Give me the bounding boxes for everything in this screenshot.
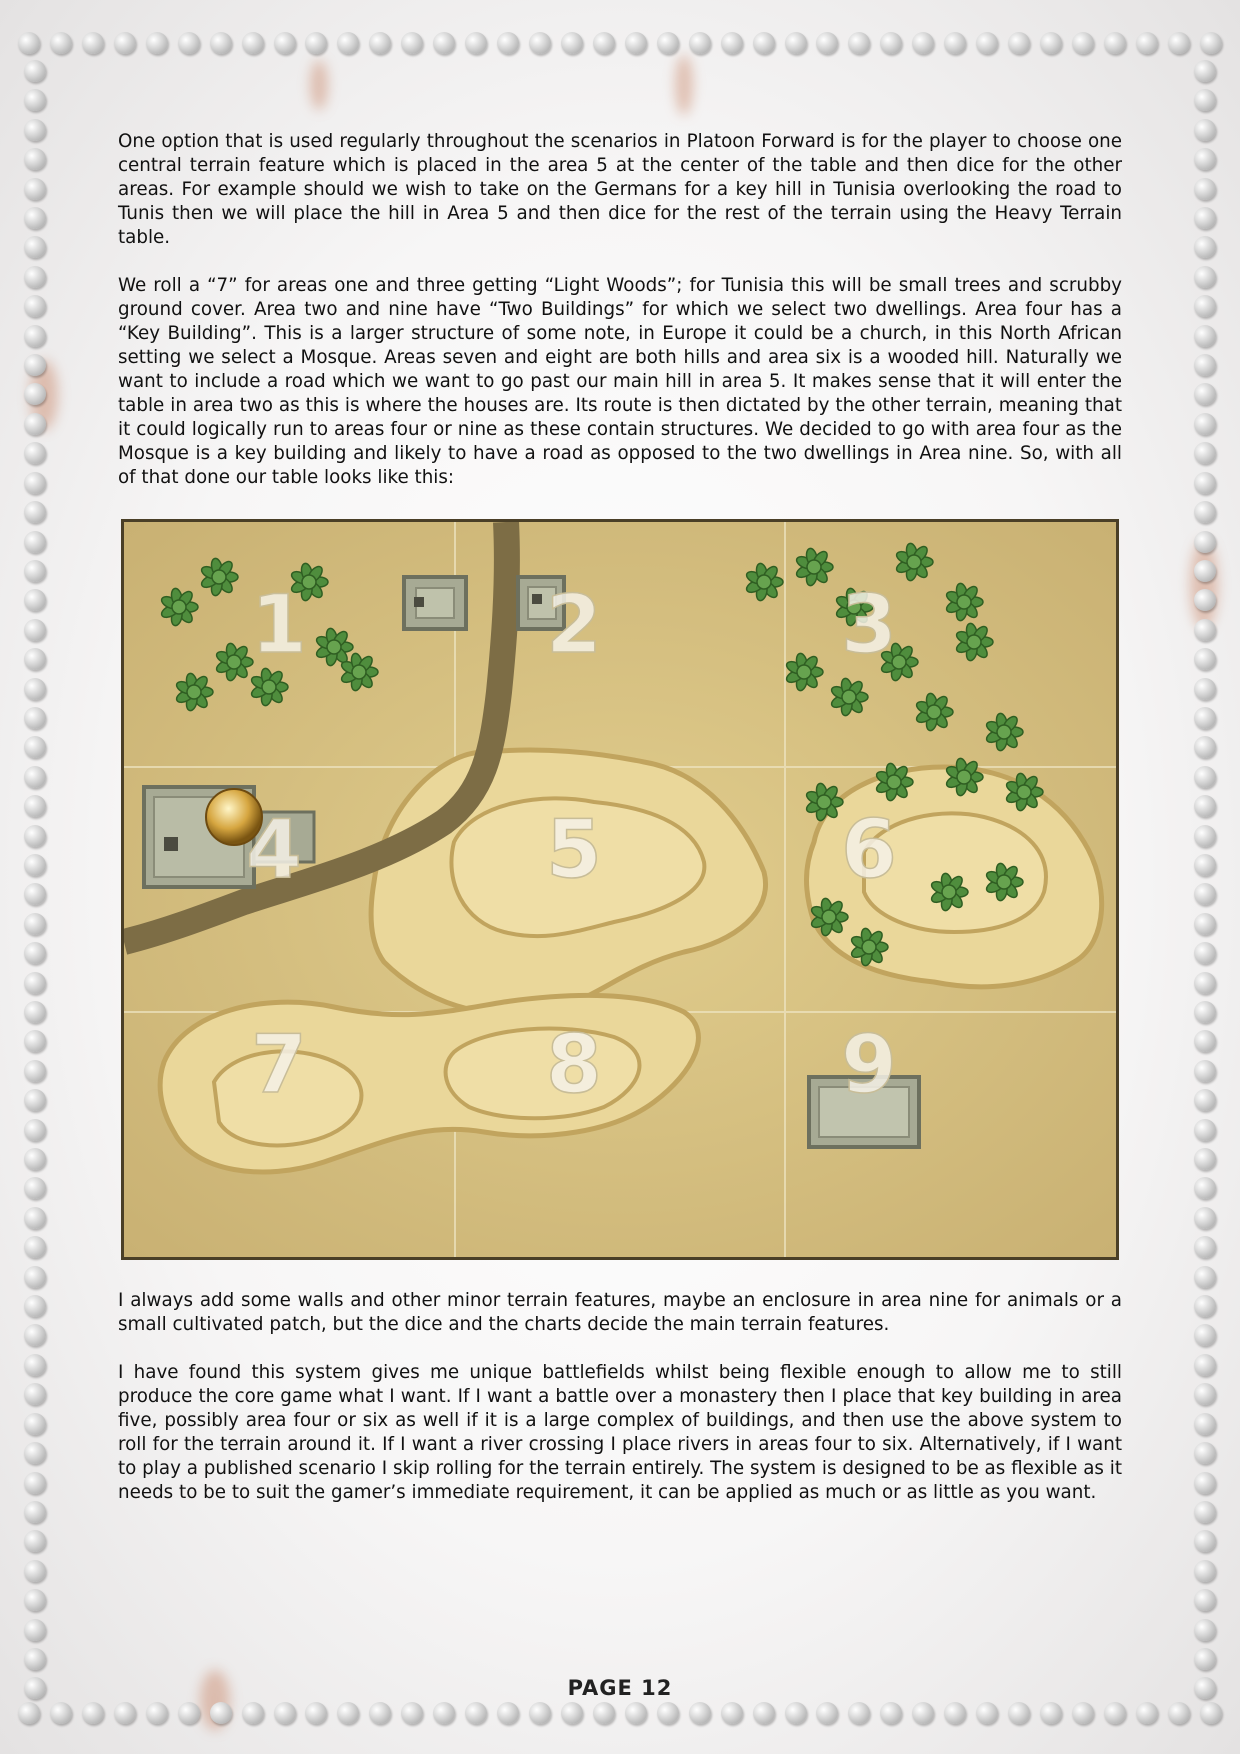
rivet	[337, 32, 359, 54]
rivet	[24, 383, 46, 405]
rivet	[24, 1589, 46, 1611]
paragraph: I always add some walls and other minor terrain features, maybe an enclosure in area nine for animals or a small cultivated patch, but the dice and the charts decide the main terrain features.	[118, 1290, 1122, 1335]
rivet	[1194, 1089, 1216, 1111]
rivet	[24, 883, 46, 905]
rivet	[657, 1702, 679, 1724]
rivet	[146, 32, 168, 54]
rivet	[497, 1702, 519, 1724]
rivet	[210, 32, 232, 54]
rivet	[625, 1702, 647, 1724]
rivet	[657, 32, 679, 54]
rivet	[1194, 972, 1216, 994]
rivet	[24, 913, 46, 935]
rivet	[24, 589, 46, 611]
rivet	[24, 1236, 46, 1258]
rivet	[1194, 1501, 1216, 1523]
rivet	[1104, 1702, 1126, 1724]
rivet	[1194, 442, 1216, 464]
rivet	[689, 1702, 711, 1724]
rivet	[721, 32, 743, 54]
rivet	[1194, 795, 1216, 817]
rivet	[1194, 1530, 1216, 1552]
rivet	[1194, 913, 1216, 935]
paragraph: I have found this system gives me unique battlefields whilst being flexible enough to allow me to still produce the core game what I want. If I want a battle over a monastery then I place that key building in area five, possibly area four or six as well if it is a large complex of buildings, and then use the above system to roll for the terrain around it. If I want a river crossing I place rivers in areas four to six. Alternatively, if I want to play a published scenario I skip rolling for the terrain entirely. The system is designed to be as flexible as it needs to be to suit the gamer’s immediate requirement, it can be applied as much or as little as you want.	[118, 1362, 1122, 1503]
rivet	[24, 1354, 46, 1376]
rivet	[1194, 1207, 1216, 1229]
rivet	[1008, 1702, 1030, 1724]
closing-text	[118, 1289, 1122, 1529]
rivet	[1168, 1702, 1190, 1724]
rivet	[848, 32, 870, 54]
rivet	[1072, 32, 1094, 54]
rivet	[1194, 1060, 1216, 1082]
rivet	[1136, 1702, 1158, 1724]
area-label: 4	[246, 803, 302, 896]
rivet	[24, 178, 46, 200]
rivet	[1194, 1354, 1216, 1376]
rivet	[24, 413, 46, 435]
rivet	[848, 1702, 870, 1724]
rivet	[24, 207, 46, 229]
rivet	[944, 32, 966, 54]
rivet	[944, 1702, 966, 1724]
rivet	[1194, 1589, 1216, 1611]
rust-stain	[310, 60, 328, 110]
area-label: 3	[841, 578, 897, 671]
rivet	[1194, 1295, 1216, 1317]
rivet	[1194, 1442, 1216, 1464]
rivet	[24, 1266, 46, 1288]
rivet	[880, 1702, 902, 1724]
rivet	[1194, 883, 1216, 905]
rivet	[50, 1702, 72, 1724]
rivet	[497, 32, 519, 54]
rivet	[561, 32, 583, 54]
rivet	[1194, 1383, 1216, 1405]
rivet	[912, 32, 934, 54]
rivet-border-left	[18, 60, 52, 1700]
rivet	[24, 1530, 46, 1552]
rivet	[401, 32, 423, 54]
rivet	[24, 1560, 46, 1582]
rivet	[24, 736, 46, 758]
rivet	[1194, 472, 1216, 494]
rivet	[1194, 1001, 1216, 1023]
rivet	[24, 707, 46, 729]
rivet	[114, 1702, 136, 1724]
rivet	[24, 236, 46, 258]
rivet	[369, 1702, 391, 1724]
rivet	[1104, 32, 1126, 54]
rivet	[1194, 148, 1216, 170]
rivet	[18, 1702, 40, 1724]
rivet	[593, 1702, 615, 1724]
rivet-border-right	[1188, 60, 1222, 1700]
rivet	[1194, 1324, 1216, 1346]
rivet	[593, 32, 615, 54]
rivet	[561, 1702, 583, 1724]
rivet	[1040, 1702, 1062, 1724]
rivet	[242, 1702, 264, 1724]
rivet	[465, 1702, 487, 1724]
rivet	[785, 32, 807, 54]
rivet	[24, 972, 46, 994]
rivet	[401, 1702, 423, 1724]
rivet	[24, 119, 46, 141]
rivet	[976, 32, 998, 54]
rivet	[50, 32, 72, 54]
rivet	[24, 1619, 46, 1641]
rivet	[1194, 178, 1216, 200]
rivet	[369, 32, 391, 54]
rivet	[1194, 648, 1216, 670]
rivet	[1194, 854, 1216, 876]
rivet	[24, 442, 46, 464]
rust-stain	[675, 55, 693, 115]
rivet	[24, 60, 46, 82]
rivet	[1072, 1702, 1094, 1724]
rivet	[24, 1148, 46, 1170]
rivet	[433, 1702, 455, 1724]
rivet	[1194, 942, 1216, 964]
rivet	[337, 1702, 359, 1724]
rivet	[1194, 589, 1216, 611]
rivet	[1194, 1148, 1216, 1170]
rivet	[625, 32, 647, 54]
area-label: 6	[841, 803, 897, 896]
rivet	[24, 648, 46, 670]
rivet	[1194, 1560, 1216, 1582]
rivet	[1194, 354, 1216, 376]
rivet	[1194, 678, 1216, 700]
rivet	[816, 32, 838, 54]
rivet	[1194, 736, 1216, 758]
rivet	[1194, 207, 1216, 229]
rivet	[24, 942, 46, 964]
area-label: 7	[251, 1018, 307, 1111]
rivet	[753, 1702, 775, 1724]
rivet	[880, 32, 902, 54]
rivet	[24, 472, 46, 494]
rivet	[24, 854, 46, 876]
rivet	[1194, 119, 1216, 141]
rivet	[689, 32, 711, 54]
rivet	[24, 89, 46, 111]
rivet	[529, 32, 551, 54]
rivet	[1194, 707, 1216, 729]
rivet	[753, 32, 775, 54]
rivet	[1136, 32, 1158, 54]
rivet	[24, 1089, 46, 1111]
rivet	[24, 325, 46, 347]
intro-text	[118, 130, 1122, 514]
rivet	[1200, 32, 1222, 54]
rivet	[24, 678, 46, 700]
rivet	[1194, 266, 1216, 288]
rivet	[24, 1119, 46, 1141]
rivet	[1194, 1177, 1216, 1199]
area-label: 2	[546, 578, 602, 671]
rivet	[1194, 619, 1216, 641]
rivet	[912, 1702, 934, 1724]
rivet	[1194, 1030, 1216, 1052]
rivet	[82, 32, 104, 54]
area-label: 9	[841, 1018, 897, 1111]
rivet	[1200, 1702, 1222, 1724]
area-label: 5	[546, 803, 602, 896]
rivet	[816, 1702, 838, 1724]
rivet	[24, 1472, 46, 1494]
rivet	[1194, 295, 1216, 317]
rivet	[24, 1060, 46, 1082]
rivet	[1194, 1266, 1216, 1288]
rivet	[529, 1702, 551, 1724]
rivet	[785, 1702, 807, 1724]
area-label: 8	[546, 1018, 602, 1111]
rivet	[24, 619, 46, 641]
rivet	[24, 1030, 46, 1052]
rivet	[305, 32, 327, 54]
terrain-map-graphic	[124, 522, 1116, 1257]
rivet	[721, 1702, 743, 1724]
rivet	[24, 1001, 46, 1023]
rivet	[24, 825, 46, 847]
rivet	[1194, 1119, 1216, 1141]
rivet	[24, 354, 46, 376]
rivet-border-bottom	[18, 1696, 1222, 1730]
rivet	[24, 295, 46, 317]
rivet	[24, 501, 46, 523]
rivet	[1194, 60, 1216, 82]
rivet	[1194, 825, 1216, 847]
rivet	[24, 1295, 46, 1317]
rivet	[1194, 89, 1216, 111]
rivet	[18, 32, 40, 54]
rivet	[24, 266, 46, 288]
rivet	[1194, 1648, 1216, 1670]
rivet	[1194, 413, 1216, 435]
page-number: PAGE 12	[567, 1676, 673, 1700]
rivet-border-top	[18, 26, 1222, 60]
rivet	[24, 1413, 46, 1435]
rivet	[274, 1702, 296, 1724]
rivet	[178, 1702, 200, 1724]
rivet	[1194, 1619, 1216, 1641]
rivet	[24, 1648, 46, 1670]
rivet	[24, 766, 46, 788]
rivet	[1194, 501, 1216, 523]
rivet	[465, 32, 487, 54]
rivet	[24, 148, 46, 170]
rivet	[1194, 766, 1216, 788]
rivet	[1194, 236, 1216, 258]
rivet	[1194, 560, 1216, 582]
rivet	[274, 32, 296, 54]
rivet	[1168, 32, 1190, 54]
rivet	[146, 1702, 168, 1724]
rivet	[1194, 531, 1216, 553]
rivet	[114, 32, 136, 54]
rivet	[305, 1702, 327, 1724]
rivet	[1194, 1472, 1216, 1494]
rivet	[242, 32, 264, 54]
paragraph: One option that is used regularly throughout the scenarios in Platoon Forward is for the player to choose one central terrain feature which is placed in the area 5 at the center of the table and then dice for the other areas. For example should we wish to take on the Germans for a key hill in Tunisia overlooking the road to Tunis then we will place the hill in Area 5 and then dice for the rest of the terrain using the Heavy Terrain table.	[118, 131, 1122, 248]
rivet	[178, 32, 200, 54]
rivet	[24, 1383, 46, 1405]
dwelling-building	[404, 577, 466, 629]
area-label: 1	[251, 578, 307, 671]
paragraph: We roll a “7” for areas one and three getting “Light Woods”; for Tunisia this will be small trees and scrubby ground cover. Area two and nine have “Two Buildings” for which we select two dwellings. Area four has a “Key Building”. This is a larger structure of some note, in Europe it could be a church, in this North African setting we select a Mosque. Areas seven and eight are both hills and area six is a wooded hill. Naturally we want to include a road which we want to go past our main hill in area 5. It makes sense that it will enter the table in area two as this is where the houses are. Its route is then dictated by the other terrain, meaning that it could logically run to areas four or nine as these contain structures. We decided to go with area four as the Mosque is a key building and likely to have a road as opposed to the two dwellings in Area nine. So, with all of that done our table looks like this:	[118, 275, 1122, 488]
rivet	[1194, 1236, 1216, 1258]
rivet	[24, 795, 46, 817]
rivet	[24, 560, 46, 582]
rivet	[24, 1177, 46, 1199]
rivet	[976, 1702, 998, 1724]
rivet	[1194, 383, 1216, 405]
rivet	[1194, 1413, 1216, 1435]
rivet	[24, 1207, 46, 1229]
rivet	[24, 1442, 46, 1464]
rivet	[210, 1702, 232, 1724]
rivet	[24, 1324, 46, 1346]
rivet	[1194, 325, 1216, 347]
rivet	[1040, 32, 1062, 54]
rivet	[82, 1702, 104, 1724]
rivet	[24, 531, 46, 553]
rivet	[433, 32, 455, 54]
rivet	[1008, 32, 1030, 54]
terrain-map	[121, 519, 1119, 1260]
rivet	[24, 1501, 46, 1523]
